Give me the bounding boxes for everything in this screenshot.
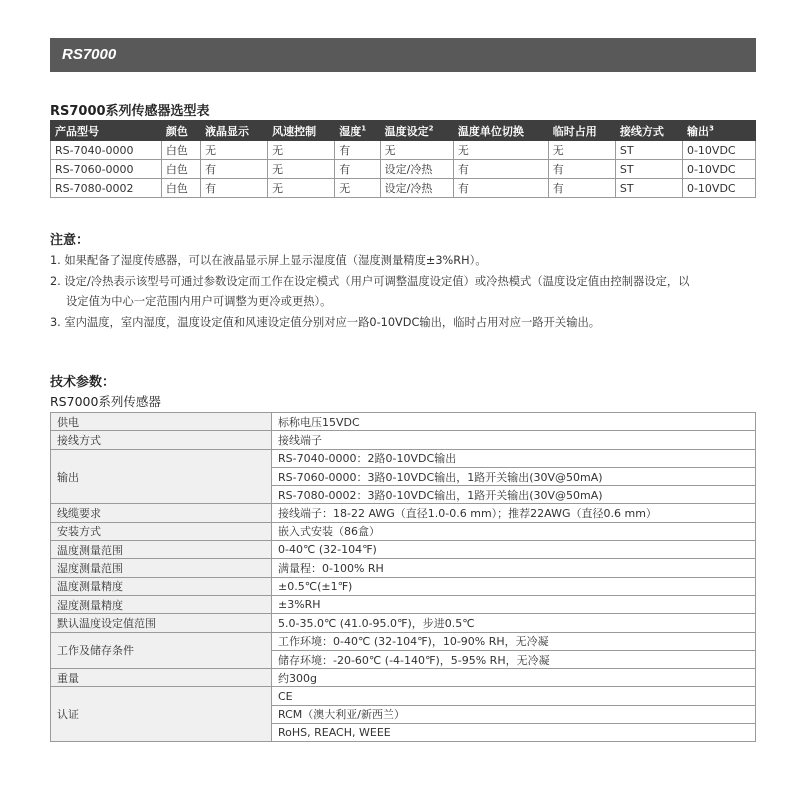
column-header <box>548 121 615 141</box>
spec-row <box>51 449 756 467</box>
table-cell: ST <box>615 160 682 179</box>
tech-specs-table <box>50 412 756 742</box>
column-header-label: 颜色 <box>165 124 188 138</box>
spec-label: 湿度测量精度 <box>51 595 272 613</box>
note-item-1: 1. 如果配备了湿度传感器，可以在液晶显示屏上显示湿度值（湿度测量精度±3%RH）。 <box>50 254 487 267</box>
table-row <box>51 179 756 198</box>
column-header <box>201 121 268 141</box>
spec-value: 约300g <box>272 669 756 687</box>
spec-label: 温度测量范围 <box>51 541 272 559</box>
spec-label: 安装方式 <box>51 522 272 540</box>
column-header-label: 湿度 <box>339 124 362 138</box>
column-header-label: 产品型号 <box>55 124 99 138</box>
tech-specs-body <box>51 413 756 742</box>
table-row <box>51 141 756 160</box>
selection-table-body <box>51 141 756 198</box>
spec-label: 供电 <box>51 413 272 431</box>
spec-value: CE <box>272 687 756 705</box>
table-row <box>51 160 756 179</box>
spec-row <box>51 595 756 613</box>
column-header <box>682 121 755 141</box>
spec-row <box>51 687 756 705</box>
table-cell: 有 <box>453 179 548 198</box>
column-header <box>615 121 682 141</box>
spec-row <box>51 522 756 540</box>
product-banner <box>50 38 756 72</box>
spec-value: ±0.5℃(±1℉) <box>272 577 756 595</box>
table-cell: ST <box>615 179 682 198</box>
spec-label: 接线方式 <box>51 431 272 449</box>
spec-value: 工作环境：0-40℃ (32-104℉)，10-90% RH，无冷凝 <box>272 632 756 650</box>
table-cell: 0-10VDC <box>682 141 755 160</box>
table-cell: 无 <box>335 179 380 198</box>
spec-row <box>51 559 756 577</box>
notes-heading: 注意： <box>50 233 90 248</box>
spec-label: 重量 <box>51 669 272 687</box>
spec-row <box>51 504 756 522</box>
footnote-marker: 1 <box>361 123 367 132</box>
table-cell: 有 <box>548 179 615 198</box>
column-header <box>380 121 453 141</box>
table-cell: 有 <box>453 160 548 179</box>
spec-value: 储存环境：-20-60℃ (-4-140℉)，5-95% RH，无冷凝 <box>272 650 756 668</box>
table-cell: 无 <box>201 141 268 160</box>
table-cell: 有 <box>201 160 268 179</box>
spec-row <box>51 541 756 559</box>
spec-value: ±3%RH <box>272 595 756 613</box>
table-cell: 有 <box>335 160 380 179</box>
table-cell: 白色 <box>161 141 200 160</box>
table-cell: 无 <box>268 141 335 160</box>
spec-label: 温度测量精度 <box>51 577 272 595</box>
note-item-2-continued: 设定值为中心一定范围内用户可调整为更冷或更热）。 <box>66 295 332 308</box>
spec-value: 嵌入式安装（86盒） <box>272 522 756 540</box>
note-item-3: 3. 室内温度，室内湿度，温度设定值和风速设定值分别对应一路0-10VDC输出，临时占用对应一路开关输出。 <box>50 315 601 329</box>
selection-table-header-row <box>51 121 756 141</box>
spec-value: 满量程：0-100% RH <box>272 559 756 577</box>
spec-row <box>51 669 756 687</box>
table-cell: 有 <box>201 179 268 198</box>
column-header-label: 输出 <box>686 124 709 138</box>
selection-table-heading: RS7000系列传感器选型表 <box>50 104 210 119</box>
table-cell: 白色 <box>161 179 200 198</box>
column-header-label: 温度设定 <box>384 124 429 138</box>
tech-specs-heading: 技术参数： <box>50 375 116 390</box>
table-cell: 白色 <box>161 160 200 179</box>
table-cell: ST <box>615 141 682 160</box>
table-cell: 有 <box>548 160 615 179</box>
column-header <box>335 121 380 141</box>
column-header <box>268 121 335 141</box>
spec-row <box>51 431 756 449</box>
footnote-marker: 2 <box>428 123 434 132</box>
column-header-label: 温度单位切换 <box>457 124 524 138</box>
spec-label: 工作及储存条件 <box>51 632 272 669</box>
spec-value: RS-7040-0000：2路0-10VDC输出 <box>272 449 756 467</box>
column-header-label: 接线方式 <box>619 124 664 138</box>
spec-value: RoHS, REACH, WEEE <box>272 724 756 742</box>
spec-value: 接线端子 <box>272 431 756 449</box>
spec-value: 接线端子：18-22 AWG（直径1.0-0.6 mm）；推荐22AWG（直径0.6 mm） <box>272 504 756 522</box>
selection-table <box>50 120 756 198</box>
table-cell: 无 <box>268 179 335 198</box>
table-cell: RS-7040-0000 <box>51 141 162 160</box>
spec-label: 认证 <box>51 687 272 742</box>
spec-value: RCM（澳大利亚/新西兰） <box>272 705 756 723</box>
column-header-label: 风速控制 <box>272 124 317 138</box>
spec-value: RS-7060-0000：3路0-10VDC输出，1路开关输出(30V@50mA) <box>272 467 756 485</box>
spec-label: 湿度测量范围 <box>51 559 272 577</box>
table-cell: 0-10VDC <box>682 160 755 179</box>
note-item-2: 2. 设定/冷热表示该型号可通过参数设定而工作在设定模式（用户可调整温度设定值）或冷热模式（温度设定值由控制器设定，以 <box>50 274 690 288</box>
column-header <box>161 121 200 141</box>
spec-value: RS-7080-0002：3路0-10VDC输出，1路开关输出(30V@50mA) <box>272 486 756 504</box>
spec-value: 0-40℃ (32-104℉) <box>272 541 756 559</box>
spec-row <box>51 614 756 632</box>
table-cell: 无 <box>548 141 615 160</box>
spec-row <box>51 632 756 650</box>
table-cell: 设定/冷热 <box>380 160 453 179</box>
table-cell: RS-7080-0002 <box>51 179 162 198</box>
tech-specs-subheading: RS7000系列传感器 <box>50 394 161 409</box>
table-cell: 无 <box>453 141 548 160</box>
table-cell: 无 <box>380 141 453 160</box>
table-cell: 无 <box>268 160 335 179</box>
banner-title: RS7000 <box>62 46 117 63</box>
column-header <box>453 121 548 141</box>
notes-list <box>50 251 762 333</box>
spec-row <box>51 577 756 595</box>
spec-row <box>51 413 756 431</box>
spec-label: 线缆要求 <box>51 504 272 522</box>
column-header-label: 临时占用 <box>552 124 597 138</box>
table-cell: 有 <box>335 141 380 160</box>
table-cell: RS-7060-0000 <box>51 160 162 179</box>
table-cell: 0-10VDC <box>682 179 755 198</box>
spec-label: 输出 <box>51 449 272 504</box>
spec-value: 5.0-35.0℃ (41.0-95.0℉)，步进0.5℃ <box>272 614 756 632</box>
spec-value: 标称电压15VDC <box>272 413 756 431</box>
column-header-label: 液晶显示 <box>205 124 250 138</box>
footnote-marker: 3 <box>708 123 714 132</box>
spec-label: 默认温度设定值范围 <box>51 614 272 632</box>
column-header <box>51 121 162 141</box>
table-cell: 设定/冷热 <box>380 179 453 198</box>
